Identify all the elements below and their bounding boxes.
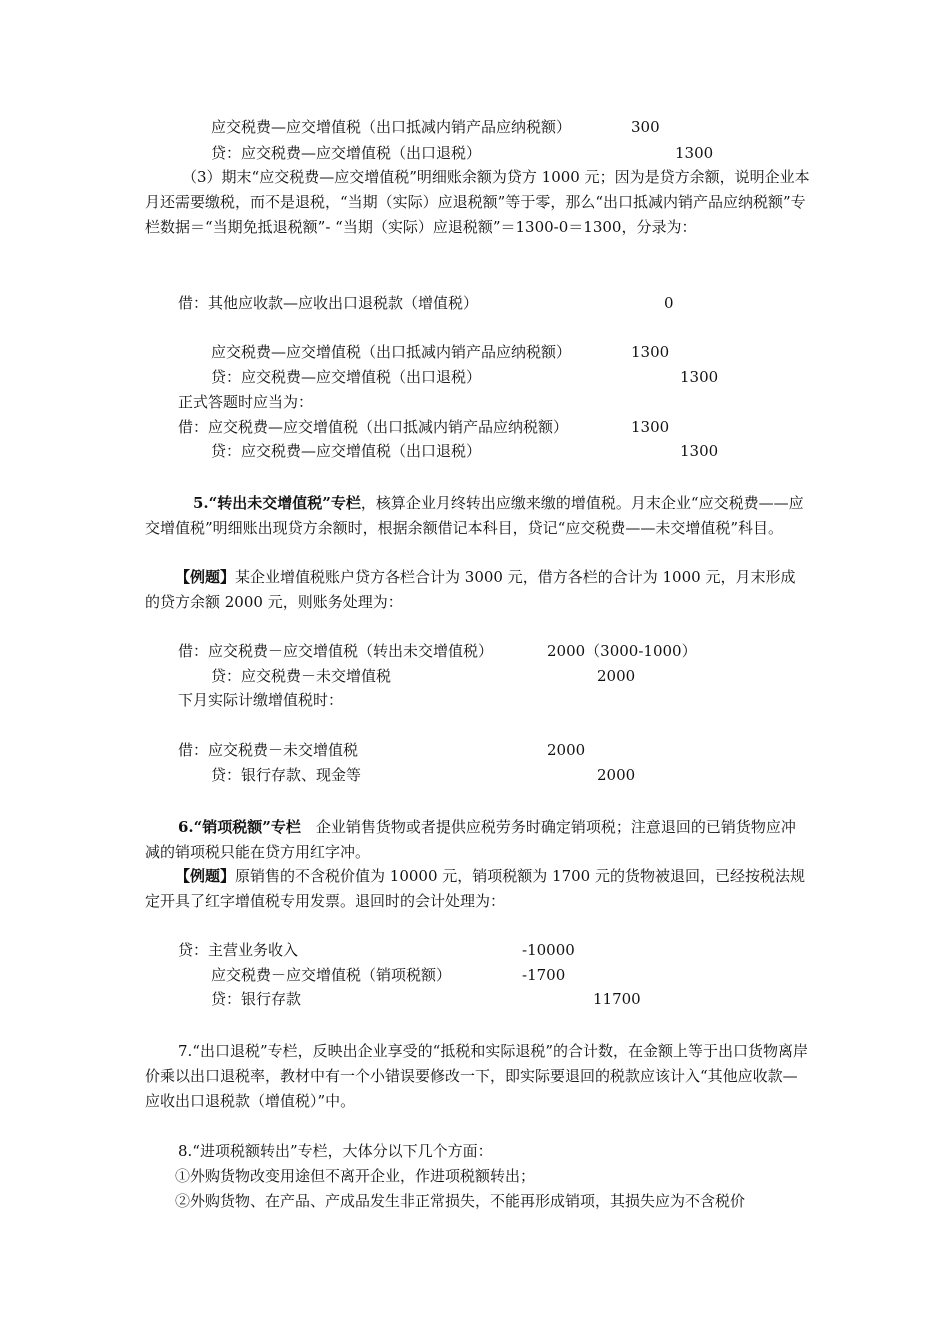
section-6-paragraph	[145, 815, 810, 865]
section-8-item-1: ①外购货物改变用途但不离开企业，作进项税额转出；	[175, 1167, 536, 1185]
entry1-debit-amount: 2000（3000-1000）	[547, 642, 697, 660]
section-6-heading: 6.“销项税额”专栏	[178, 818, 301, 836]
section-5-paragraph	[145, 491, 810, 541]
formal-entry-line-1-account: 借：应交税费—应交增值税（出口抵减内销产品应纳税额）	[178, 418, 569, 436]
section-5-heading: 5.“转出未交增值税”专栏	[193, 494, 361, 512]
section-6-text: 企业销售货物或者提供应税劳务时确定销项税；注意退回的已销货物应冲减的销项税只能在贷方用红字冲。	[145, 818, 796, 861]
return-line-2-amount: -1700	[522, 966, 566, 984]
section-6-example	[145, 864, 810, 914]
formal-entry-line-1-amount: 1300	[631, 418, 670, 436]
return-line-1-account: 贷：主营业务收入	[178, 941, 299, 959]
entry-line-3-amount: 1300	[680, 368, 719, 386]
entry1-credit-amount: 2000	[597, 667, 636, 685]
formal-entry-line-2-amount: 1300	[680, 442, 719, 460]
entry-debit-account: 应交税费—应交增值税（出口抵减内销产品应纳税额）	[211, 118, 572, 136]
return-line-3-account: 贷：银行存款	[211, 990, 302, 1008]
section-7-paragraph	[145, 1039, 810, 1114]
entry-line-3-account: 贷：应交税费—应交增值税（出口退税）	[211, 368, 482, 386]
entry-line-1-amount: 0	[664, 294, 674, 312]
section-7-text: ，反映出企业享受的“抵税和实际退税”的合计数，在金额上等于出口货物离岸价乘以出口退税率，教材中有一个小错误要修改一下，即实际要退回的税款应该计入“其他应收款—应收出口退税款（增值税）”中。	[145, 1042, 808, 1110]
entry-debit-amount: 300	[631, 118, 660, 136]
section-8-paragraph	[145, 1139, 810, 1164]
return-line-2-account: 应交税费－应交增值税（销项税额）	[211, 966, 452, 984]
entry1-credit-account: 贷：应交税费－未交增值税	[211, 667, 392, 685]
entry-credit-account: 贷：应交税费—应交增值税（出口退税）	[211, 144, 482, 162]
entry2-debit-amount: 2000	[547, 741, 586, 759]
entry2-credit-amount: 2000	[597, 766, 636, 784]
example-text-6: 原销售的不含税价值为 10000 元，销项税额为 1700 元的货物被退回，已经按税法规定开具了红字增值税专用发票。退回时的会计处理为：	[145, 867, 805, 910]
formal-answer-label: 正式答题时应当为：	[178, 393, 314, 411]
paragraph-3: （3）期末“应交税费—应交增值税”明细账余额为贷方 1000 元；因为是贷方余额，说明企业本月还需要缴税，而不是退税，“当期（实际）应退税额”等于零，那么“出口抵减内销产品应纳税额”专栏数据＝“当期免抵退税额”- “当期（实际）应退税额”＝1300-0＝1300，分录为：	[145, 168, 810, 236]
entry-line-1-account: 借：其他应收款—应收出口退税款（增值税）	[178, 294, 479, 312]
section-5-text: ，核算企业月终转出应缴来缴的增值税。月末企业“应交税费——应交增值税”明细账出现贷方余额时，根据余额借记本科目，贷记“应交税费——未交增值税”科目。	[145, 494, 804, 537]
return-line-1-amount: -10000	[522, 941, 575, 959]
example-tag: 【例题】	[175, 568, 236, 586]
section-8-text: ，大体分以下几个方面：	[327, 1142, 493, 1160]
section-5-example	[145, 565, 810, 615]
entry-credit-amount: 1300	[675, 144, 714, 162]
section-7-heading: 7.“出口退税”专栏	[178, 1042, 298, 1060]
section-8-heading: 8.“进项税额转出”专栏	[178, 1142, 328, 1160]
entry1-debit-account: 借：应交税费－应交增值税（转出未交增值税）	[178, 642, 494, 660]
example-tag-6: 【例题】	[175, 867, 236, 885]
entry2-debit-account: 借：应交税费－未交增值税	[178, 741, 359, 759]
return-line-3-amount: 11700	[593, 990, 641, 1008]
next-month-label: 下月实际计缴增值税时：	[178, 691, 344, 709]
formal-entry-line-2-account: 贷：应交税费—应交增值税（出口退税）	[211, 442, 482, 460]
entry-line-2-amount: 1300	[631, 343, 670, 361]
section-8-item-2: ②外购货物、在产品、产成品发生非正常损失，不能再形成销项，其损失应为不含税价	[175, 1192, 746, 1210]
entry-line-2-account: 应交税费—应交增值税（出口抵减内销产品应纳税额）	[211, 343, 572, 361]
example-text: 某企业增值税账户贷方各栏合计为 3000 元，借方各栏的合计为 1000 元，月末形成的贷方余额 2000 元，则账务处理为：	[145, 568, 796, 611]
entry2-credit-account: 贷：银行存款、现金等	[211, 766, 362, 784]
